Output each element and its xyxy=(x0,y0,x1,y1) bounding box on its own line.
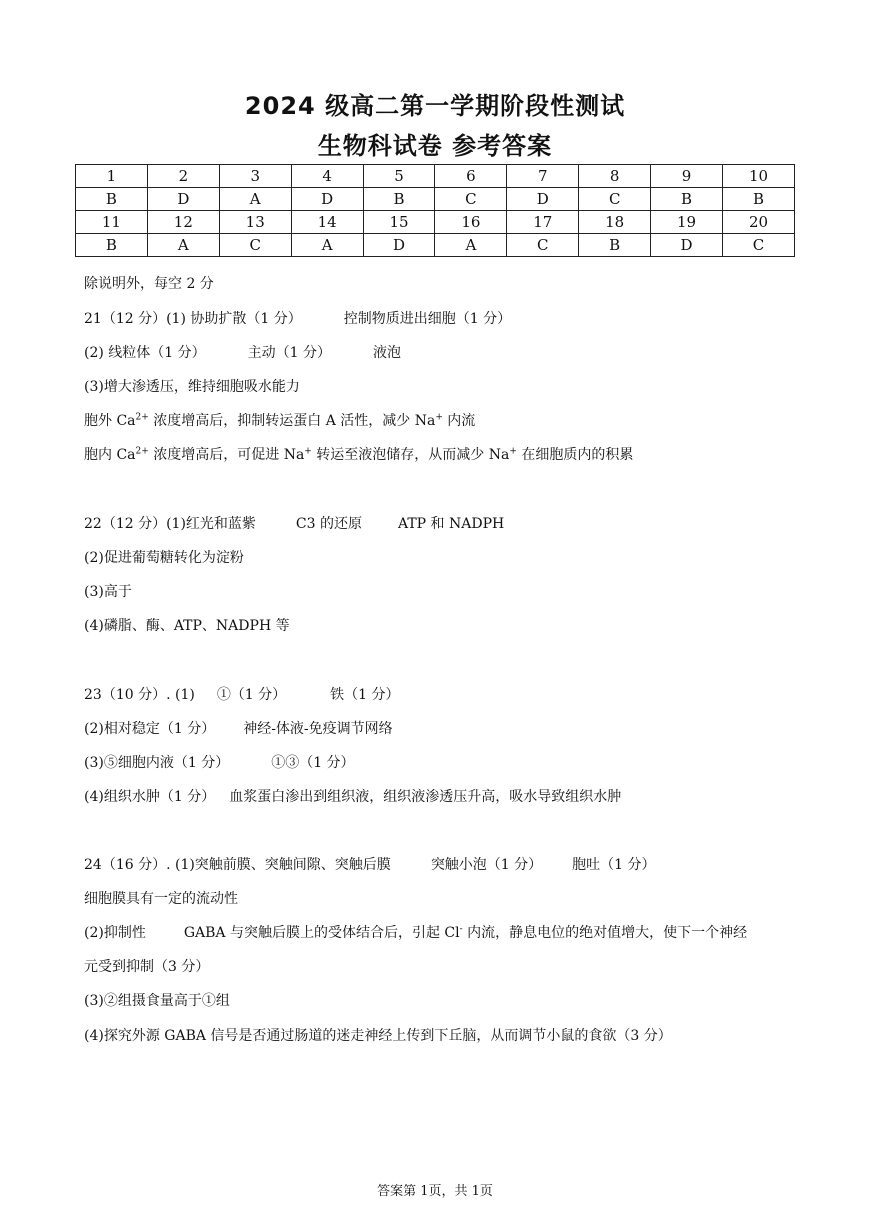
question-number-cell: 10 xyxy=(723,165,795,188)
q24-line6: (4)探究外源 GABA 信号是否通过肠道的迷走神经上传到下丘脑，从而调节小鼠的食欲（3 分） xyxy=(84,1028,672,1044)
q23-part1-answer-b: 铁（1 分） xyxy=(330,687,400,703)
answer-cell: B xyxy=(363,188,435,211)
page-title: 2024 级高二第一学期阶段性测试 xyxy=(244,92,626,120)
q23-part3-answer-b: ①③（1 分） xyxy=(271,755,355,771)
q23-line4 xyxy=(84,786,621,806)
superscript: + xyxy=(509,446,517,457)
text: 浓度增高后，抑制转运蛋白 A 活性，减少 Na xyxy=(148,413,436,429)
superscript: + xyxy=(435,412,443,423)
page-subtitle: 生物科试卷 参考答案 xyxy=(317,132,553,160)
text: 胞内 Ca xyxy=(84,447,136,463)
answer-row xyxy=(76,234,795,257)
answer-cell: D xyxy=(291,188,363,211)
q22-part1-answer-c: ATP 和 NADPH xyxy=(398,516,505,532)
q21-line4 xyxy=(84,410,475,430)
superscript: 2+ xyxy=(135,446,149,457)
q24-line4: 元受到抑制（3 分） xyxy=(84,959,210,975)
q21-line1 xyxy=(84,308,511,328)
question-number-cell: 16 xyxy=(435,211,507,234)
question-number-cell: 11 xyxy=(76,211,148,234)
question-number-cell: 2 xyxy=(147,165,219,188)
answer-cell: D xyxy=(507,188,579,211)
answer-cell: B xyxy=(76,234,148,257)
q24-part1-answer-a: 24（16 分）. (1)突触前膜、突触间隙、突触后膜 xyxy=(84,857,391,873)
answer-cell: B xyxy=(651,188,723,211)
q21-part2-answer-b: 主动（1 分） xyxy=(247,345,331,361)
q24-line2: 细胞膜具有一定的流动性 xyxy=(84,891,238,907)
text: 转运至液泡储存，从而减少 Na xyxy=(311,447,510,463)
q21-part2-answer-a: (2) 线粒体（1 分） xyxy=(84,345,206,361)
question-number-cell: 15 xyxy=(363,211,435,234)
q23-part4-answer-a: (4)组织水肿（1 分） xyxy=(84,789,216,805)
q24-part1-answer-b: 突触小泡（1 分） xyxy=(430,857,543,873)
question-number-cell: 20 xyxy=(723,211,795,234)
q23-line1 xyxy=(84,684,400,704)
q22-part1-answer-a: 22（12 分）(1)红光和蓝紫 xyxy=(84,516,256,532)
q23-part2-answer-b: 神经-体液-免疫调节网络 xyxy=(243,721,393,737)
q22-line2: (2)促进葡萄糖转化为淀粉 xyxy=(84,550,244,566)
superscript: - xyxy=(459,924,463,935)
q24-part1-answer-c: 胞吐（1 分） xyxy=(572,857,656,873)
q23-part2-answer-a: (2)相对稳定（1 分） xyxy=(84,721,216,737)
answer-cell: C xyxy=(723,234,795,257)
question-number-cell: 12 xyxy=(147,211,219,234)
q23-part4-answer-b: 血浆蛋白渗出到组织液，组织液渗透压升高，吸水导致组织水肿 xyxy=(229,789,622,805)
answer-table xyxy=(75,164,795,257)
text: 胞外 Ca xyxy=(84,413,136,429)
q22-line3: (3)高于 xyxy=(84,584,132,600)
answer-cell: D xyxy=(651,234,723,257)
question-number-cell: 19 xyxy=(651,211,723,234)
q24-line5: (3)②组摄食量高于①组 xyxy=(84,993,230,1009)
q23-line2 xyxy=(84,718,393,738)
answer-cell: C xyxy=(579,188,651,211)
question-number-cell: 1 xyxy=(76,165,148,188)
answer-cell: A xyxy=(291,234,363,257)
answer-cell: A xyxy=(435,234,507,257)
answer-cell: C xyxy=(219,234,291,257)
question-number-cell: 13 xyxy=(219,211,291,234)
q21-line2 xyxy=(84,342,401,362)
question-number-cell: 14 xyxy=(291,211,363,234)
question-number-cell: 6 xyxy=(435,165,507,188)
q22-part1-answer-b: C3 的还原 xyxy=(295,516,362,532)
question-number-row xyxy=(76,165,795,188)
answer-cell: C xyxy=(507,234,579,257)
answer-cell: B xyxy=(76,188,148,211)
page-footer: 答案第 1页，共 1页 xyxy=(377,1184,493,1199)
q21-part2-answer-c: 液泡 xyxy=(373,345,401,361)
q21-line3: (3)增大渗透压，维持细胞吸水能力 xyxy=(84,379,300,395)
text: 内流，静息电位的绝对值增大，使下一个神经 xyxy=(462,925,748,941)
answer-cell: A xyxy=(219,188,291,211)
text: GABA 与突触后膜上的受体结合后，引起 Cl xyxy=(183,925,460,941)
scoring-note: 除说明外，每空 2 分 xyxy=(84,276,214,292)
text: 内流 xyxy=(442,413,476,429)
question-number-cell: 9 xyxy=(651,165,723,188)
question-number-cell: 3 xyxy=(219,165,291,188)
q23-part1-label: 23（10 分）. (1) xyxy=(84,687,195,703)
question-number-cell: 17 xyxy=(507,211,579,234)
q22-line1 xyxy=(84,513,504,533)
question-number-cell: 5 xyxy=(363,165,435,188)
question-number-cell: 18 xyxy=(579,211,651,234)
q22-line4: (4)磷脂、酶、ATP、NADPH 等 xyxy=(84,618,290,634)
question-number-cell: 7 xyxy=(507,165,579,188)
answer-cell: D xyxy=(147,188,219,211)
q23-part3-answer-a: (3)⑤细胞内液（1 分） xyxy=(84,755,230,771)
q21-part1-answer-b: 控制物质进出细胞（1 分） xyxy=(343,311,512,327)
text: 浓度增高后，可促进 Na xyxy=(148,447,305,463)
answer-cell: B xyxy=(579,234,651,257)
q21-part1-answer: 21（12 分）(1) 协助扩散（1 分） xyxy=(84,311,302,327)
answer-cell: C xyxy=(435,188,507,211)
question-number-row xyxy=(76,211,795,234)
answer-cell: A xyxy=(147,234,219,257)
superscript: 2+ xyxy=(135,412,149,423)
q24-part2-answer-a: (2)抑制性 xyxy=(84,925,146,941)
answer-row xyxy=(76,188,795,211)
question-number-cell: 4 xyxy=(291,165,363,188)
q24-line1 xyxy=(84,854,656,874)
q23-line3 xyxy=(84,752,355,772)
question-number-cell: 8 xyxy=(579,165,651,188)
q23-part1-answer-a: ①（1 分） xyxy=(216,687,287,703)
q24-line3 xyxy=(84,922,747,942)
answer-cell: B xyxy=(723,188,795,211)
text: 在细胞质内的积累 xyxy=(516,447,634,463)
answer-cell: D xyxy=(363,234,435,257)
q21-line5 xyxy=(84,444,633,464)
superscript: + xyxy=(304,446,312,457)
